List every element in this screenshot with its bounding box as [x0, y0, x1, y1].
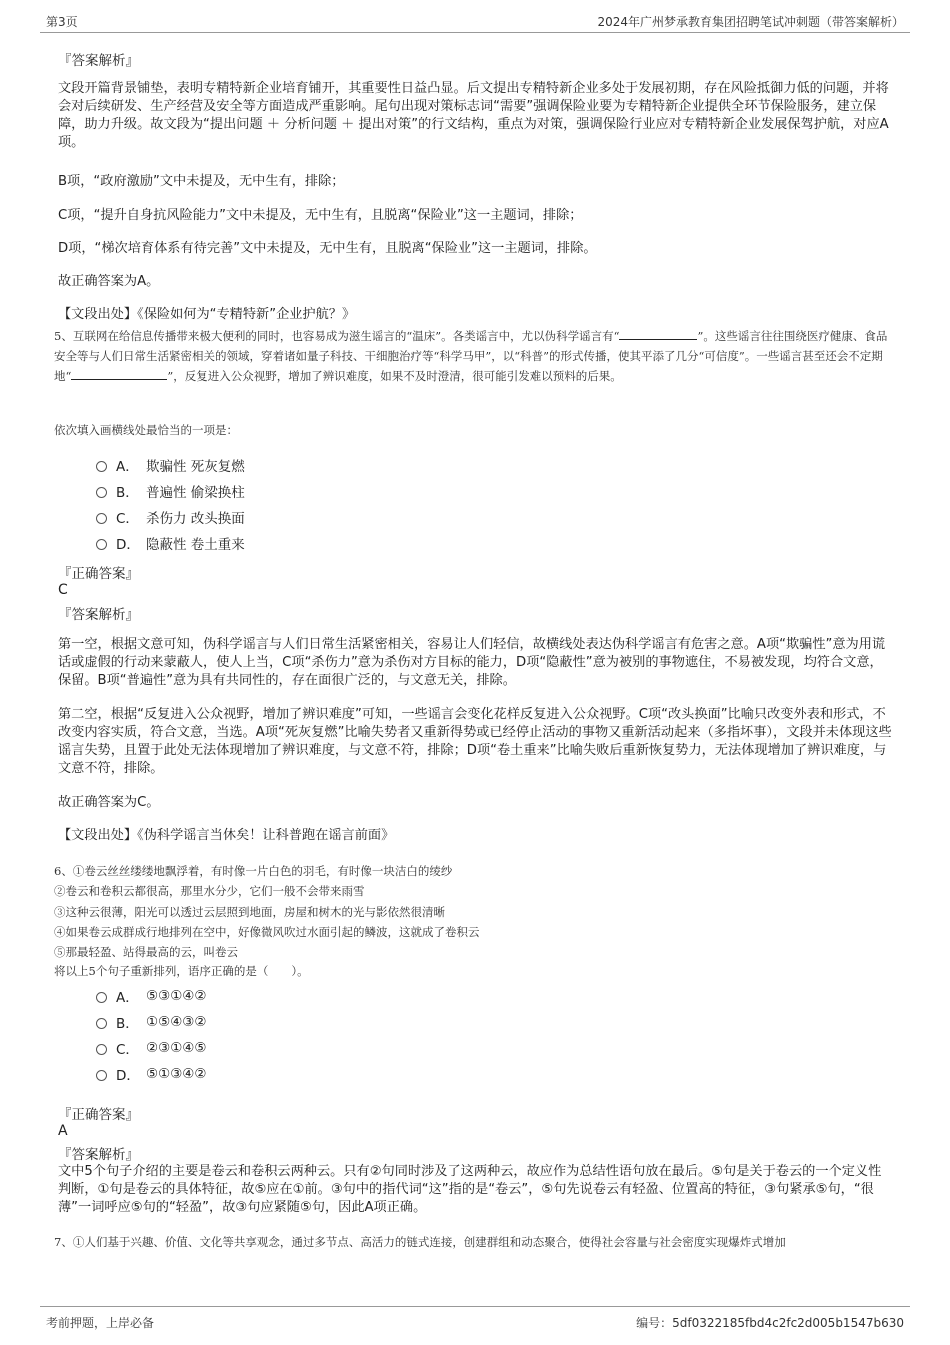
footer-slogan: 考前押题，上岸必备	[46, 1316, 155, 1330]
q6-option-d[interactable]: D． ⑤①③④②	[96, 1064, 207, 1084]
q6-sentence-5: ⑤那最轻盈、站得最高的云，叫卷云	[54, 945, 238, 959]
q5-blank-1	[619, 326, 697, 340]
q4-conclusion: 故正确答案为A。	[58, 274, 160, 289]
q4-option-d-analysis: D项，“梯次培育体系有待完善”文中未提及，无中生有，且脱离“保险业”这一主题词，排除。	[58, 241, 597, 256]
q5-blank-2	[71, 366, 167, 380]
footer-divider	[40, 1306, 910, 1307]
q6-instruction: 将以上5个句子重新排列，语序正确的是（ ）。	[54, 964, 309, 978]
q6-sentence-1: 6、①卷云丝丝缕缕地飘浮着，有时像一片白色的羽毛，有时像一块洁白的绫纱	[54, 864, 453, 878]
q6-correct-answer: A	[58, 1123, 68, 1139]
q5-analysis-first-blank: 第一空，根据文意可知，伪科学谣言与人们日常生活紧密相关，容易让人们轻信，故横线处表达伪科学谣言有危害之意。A项“欺骗性”意为用谎话或虚假的行动来蒙蔽人，使人上当，C项“杀伤力”意为杀伤对方目标的能力，D项“隐蔽性”意为被别的事物遮住，不易被发现，均符合文意，保留。B项“普遍性”意为具有共同性的，存在面很广泛的，与文意无关，排除。	[58, 637, 886, 688]
radio-icon[interactable]	[96, 1018, 107, 1029]
q6-sentence-4: ④如果卷云成群成行地排列在空中，好像微风吹过水面引起的鳞波，这就成了卷积云	[54, 925, 480, 939]
q6-option-b[interactable]: B． ①⑤④③②	[96, 1012, 207, 1032]
q6-analysis-label: 『答案解析』	[58, 1147, 139, 1163]
q4-analysis-paragraph: 文段开篇背景铺垫，表明专精特新企业培育铺开，其重要性日益凸显。后文提出专精特新企业多处于发展初期，存在风险抵御力低的问题，并将会对后续研发、生产经营及安全等方面造成严重影响。尾句出现对策标志词“需要”强调保险业要为专精特新企业提供全环节保险服务，建立保障，助力升级。故文段为“提出问题 ＋ 分析问题 ＋ 提出对策”的行文结构，重点为对策，强调保险行业应对专精特新企业发展保驾护航，对应A项。	[58, 81, 889, 150]
q5-correct-answer: C	[58, 582, 68, 598]
document-title: 2024年广州梦承教育集团招聘笔试冲刺题（带答案解析）	[597, 15, 904, 29]
q5-analysis-label: 『答案解析』	[58, 607, 139, 623]
q7-stem: 7、①人们基于兴趣、价值、文化等共享观念，通过多节点、高活力的链式连接，创建群组和动态聚合，使得社会容量与社会密度实现爆炸式增加	[54, 1235, 786, 1249]
radio-icon[interactable]	[96, 992, 107, 1003]
q5-source: 【文段出处】《伪科学谣言当休矣！让科普跑在谣言前面》	[58, 828, 395, 843]
q6-analysis: 文中5个句子介绍的主要是卷云和卷积云两种云。只有②句同时涉及了这两种云，故应作为总结性语句放在最后。⑤句是关于卷云的一个定义性判断，①句是卷云的具体特征，故⑤应在①前。③句中的指代词“这”指的是“卷云”，⑤句先说卷云有轻盈、位置高的特征，③句紧承⑤句，“很薄”一词呼应⑤句的“轻盈”，故③句应紧随⑤句，因此A项正确。	[58, 1164, 882, 1215]
q4-analysis-label: 『答案解析』	[58, 53, 139, 69]
q6-correct-label: 『正确答案』	[58, 1107, 139, 1123]
q4-source: 【文段出处】《保险如何为“专精特新”企业护航？》	[58, 307, 356, 322]
radio-icon[interactable]	[96, 539, 107, 550]
q5-option-b[interactable]: B． 普遍性 偷梁换柱	[96, 481, 245, 501]
q6-sentence-2: ②卷云和卷积云都很高，那里水分少，它们一般不会带来雨雪	[54, 884, 365, 898]
q4-option-c-analysis: C项，“提升自身抗风险能力”文中未提及，无中生有，且脱离“保险业”这一主题词，排除；	[58, 208, 583, 223]
q6-option-c[interactable]: C． ②③①④⑤	[96, 1038, 207, 1058]
q4-option-b-analysis: B项，“政府激励”文中未提及，无中生有，排除；	[58, 174, 345, 189]
document-id: 编号：5df0322185fbd4c2fc2d005b1547b630	[636, 1316, 904, 1330]
radio-icon[interactable]	[96, 487, 107, 498]
q5-option-c[interactable]: C． 杀伤力 改头换面	[96, 507, 245, 527]
header-divider	[40, 32, 910, 33]
q5-stem: 5、互联网在给信息传播带来极大便利的同时，也容易成为滋生谣言的“温床”。各类谣言中，尤以伪科学谣言有“ ”。这些谣言往往围绕医疗健康、食品安全等与人们日常生活紧密相关的领域，穿着诸如量子科技、干细胞治疗等“科学马甲”，以“科普”的形式传播，使其平添了几分“可信度”。一些谣言甚至还会不定期地“ ”，反复进入公众视野，增加了辨识难度，如果不及时澄清，很可能引发难以预料的后果。	[54, 326, 896, 387]
q5-correct-label: 『正确答案』	[58, 566, 139, 582]
radio-icon[interactable]	[96, 461, 107, 472]
q5-conclusion: 故正确答案为C。	[58, 795, 160, 810]
q5-instruction: 依次填入画横线处最恰当的一项是：	[54, 423, 238, 437]
q5-option-a[interactable]: A． 欺骗性 死灰复燃	[96, 455, 245, 475]
page-number: 第3页	[46, 15, 78, 29]
radio-icon[interactable]	[96, 1070, 107, 1081]
q5-option-d[interactable]: D． 隐蔽性 卷土重来	[96, 533, 245, 553]
q6-sentence-3: ③这种云很薄，阳光可以透过云层照到地面，房屋和树木的光与影依然很清晰	[54, 905, 445, 919]
radio-icon[interactable]	[96, 513, 107, 524]
q6-option-a[interactable]: A． ⑤③①④②	[96, 986, 207, 1006]
radio-icon[interactable]	[96, 1044, 107, 1055]
q5-analysis-second-blank: 第二空，根据“反复进入公众视野，增加了辨识难度”可知，一些谣言会变化花样反复进入公众视野。C项“改头换面”比喻只改变外表和形式，不改变内容实质，符合文意，当选。A项“死灰复燃”比喻失势者又重新得势或已经停止活动的事物又重新活动起来（多指坏事），文段并未体现这些谣言失势，且置于此处无法体现增加了辨识难度，与文意不符，排除；D项“卷土重来”比喻失败后重新恢复势力，无法体现增加了辨识难度，与文意不符，排除。	[58, 707, 892, 776]
